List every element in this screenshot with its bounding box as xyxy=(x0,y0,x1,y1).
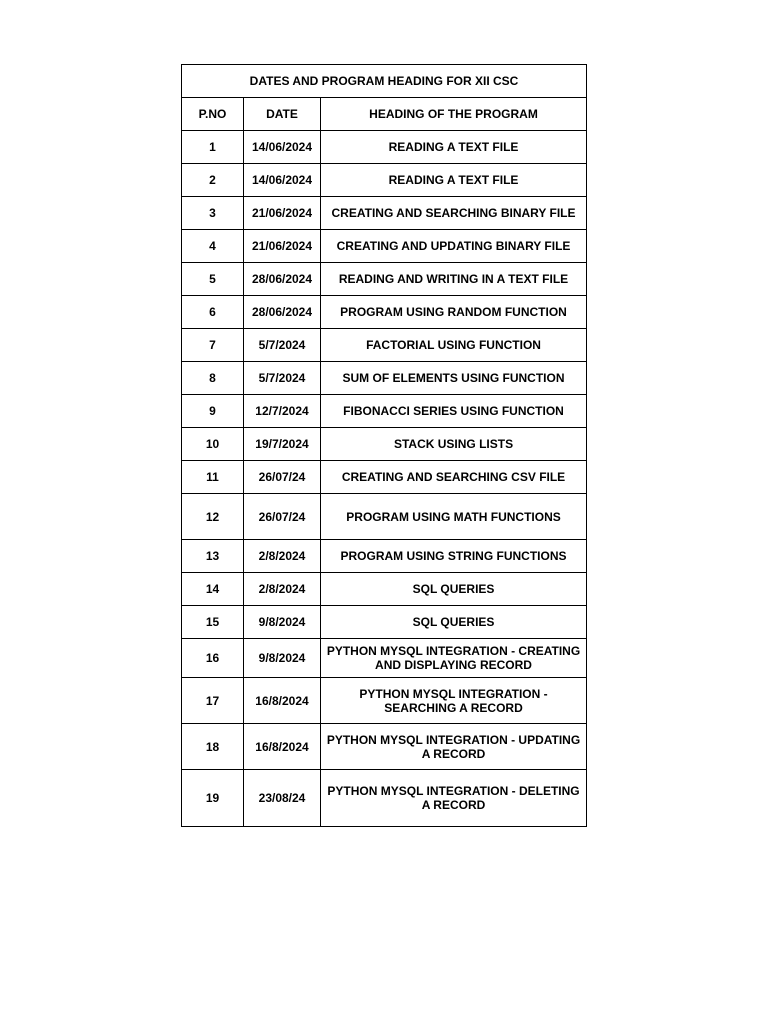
cell-pno: 15 xyxy=(182,606,244,639)
cell-date: 2/8/2024 xyxy=(244,573,321,606)
table-row xyxy=(182,461,587,494)
cell-date: 26/07/24 xyxy=(244,494,321,540)
table-title: DATES AND PROGRAM HEADING FOR XII CSC xyxy=(182,65,587,98)
cell-heading: SQL QUERIES xyxy=(321,573,587,606)
table-row xyxy=(182,230,587,263)
table-row xyxy=(182,724,587,770)
table-row xyxy=(182,573,587,606)
cell-heading: PROGRAM USING STRING FUNCTIONS xyxy=(321,540,587,573)
cell-date: 28/06/2024 xyxy=(244,263,321,296)
cell-pno: 16 xyxy=(182,639,244,678)
column-header-date: DATE xyxy=(244,98,321,131)
table-row xyxy=(182,263,587,296)
table-header-row xyxy=(182,98,587,131)
cell-date: 16/8/2024 xyxy=(244,724,321,770)
table-row xyxy=(182,540,587,573)
cell-pno: 2 xyxy=(182,164,244,197)
table-row xyxy=(182,329,587,362)
cell-heading: FACTORIAL USING FUNCTION xyxy=(321,329,587,362)
cell-pno: 7 xyxy=(182,329,244,362)
table-row xyxy=(182,197,587,230)
cell-pno: 4 xyxy=(182,230,244,263)
table-row xyxy=(182,639,587,678)
cell-date: 28/06/2024 xyxy=(244,296,321,329)
cell-pno: 12 xyxy=(182,494,244,540)
cell-date: 21/06/2024 xyxy=(244,197,321,230)
cell-heading: PYTHON MYSQL INTEGRATION - UPDATING A RECORD xyxy=(321,724,587,770)
cell-heading: READING AND WRITING IN A TEXT FILE xyxy=(321,263,587,296)
cell-date: 12/7/2024 xyxy=(244,395,321,428)
cell-pno: 11 xyxy=(182,461,244,494)
cell-pno: 1 xyxy=(182,131,244,164)
cell-heading: PROGRAM USING MATH FUNCTIONS xyxy=(321,494,587,540)
table-row xyxy=(182,494,587,540)
program-schedule-table xyxy=(181,64,587,827)
cell-heading: READING A TEXT FILE xyxy=(321,131,587,164)
cell-pno: 13 xyxy=(182,540,244,573)
cell-heading: CREATING AND SEARCHING CSV FILE xyxy=(321,461,587,494)
cell-pno: 19 xyxy=(182,770,244,827)
cell-date: 21/06/2024 xyxy=(244,230,321,263)
table-row xyxy=(182,770,587,827)
cell-date: 2/8/2024 xyxy=(244,540,321,573)
cell-heading: CREATING AND UPDATING BINARY FILE xyxy=(321,230,587,263)
table-row xyxy=(182,131,587,164)
cell-heading: SQL QUERIES xyxy=(321,606,587,639)
cell-pno: 8 xyxy=(182,362,244,395)
table-row xyxy=(182,296,587,329)
column-header-heading: HEADING OF THE PROGRAM xyxy=(321,98,587,131)
cell-date: 26/07/24 xyxy=(244,461,321,494)
cell-date: 14/06/2024 xyxy=(244,131,321,164)
cell-pno: 5 xyxy=(182,263,244,296)
table-row xyxy=(182,164,587,197)
cell-date: 5/7/2024 xyxy=(244,329,321,362)
table-row xyxy=(182,395,587,428)
cell-pno: 10 xyxy=(182,428,244,461)
cell-date: 14/06/2024 xyxy=(244,164,321,197)
cell-heading: FIBONACCI SERIES USING FUNCTION xyxy=(321,395,587,428)
cell-date: 19/7/2024 xyxy=(244,428,321,461)
cell-date: 9/8/2024 xyxy=(244,639,321,678)
cell-pno: 3 xyxy=(182,197,244,230)
table-row xyxy=(182,606,587,639)
table-row xyxy=(182,362,587,395)
cell-pno: 17 xyxy=(182,678,244,724)
table-row xyxy=(182,428,587,461)
cell-pno: 18 xyxy=(182,724,244,770)
cell-pno: 6 xyxy=(182,296,244,329)
cell-heading: READING A TEXT FILE xyxy=(321,164,587,197)
cell-heading: PYTHON MYSQL INTEGRATION - SEARCHING A RECORD xyxy=(321,678,587,724)
cell-heading: STACK USING LISTS xyxy=(321,428,587,461)
cell-heading: CREATING AND SEARCHING BINARY FILE xyxy=(321,197,587,230)
cell-date: 9/8/2024 xyxy=(244,606,321,639)
table-row xyxy=(182,678,587,724)
cell-date: 5/7/2024 xyxy=(244,362,321,395)
cell-heading: SUM OF ELEMENTS USING FUNCTION xyxy=(321,362,587,395)
cell-pno: 9 xyxy=(182,395,244,428)
cell-date: 23/08/24 xyxy=(244,770,321,827)
cell-heading: PROGRAM USING RANDOM FUNCTION xyxy=(321,296,587,329)
cell-pno: 14 xyxy=(182,573,244,606)
column-header-pno: P.NO xyxy=(182,98,244,131)
table-title-row xyxy=(182,65,587,98)
cell-date: 16/8/2024 xyxy=(244,678,321,724)
cell-heading: PYTHON MYSQL INTEGRATION - DELETING A RECORD xyxy=(321,770,587,827)
cell-heading: PYTHON MYSQL INTEGRATION - CREATING AND DISPLAYING RECORD xyxy=(321,639,587,678)
